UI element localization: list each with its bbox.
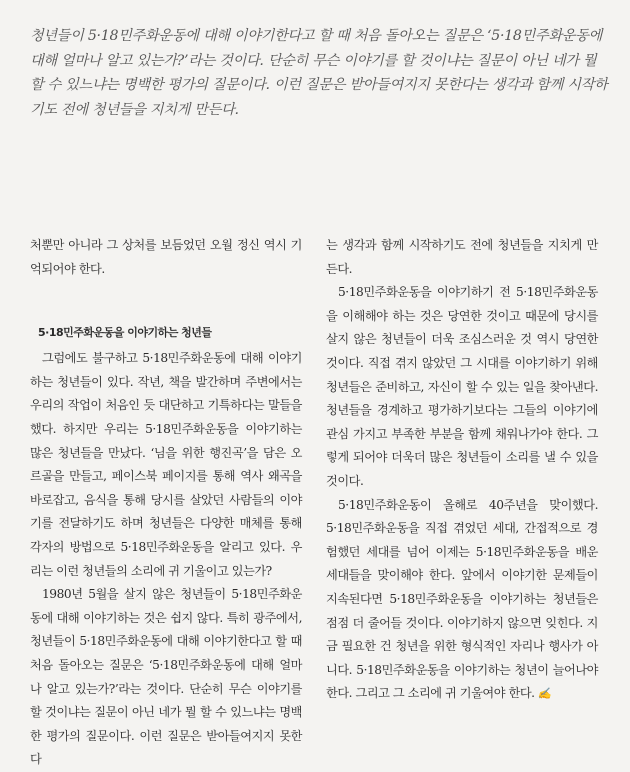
article-column-left — [30, 234, 302, 772]
article-column-right — [326, 234, 598, 706]
paragraph-text: 5·18민주화운동이 올해로 40주년을 맞이했다. 5·18민주화운동을 직접 겪었던 세대, 간접적으로 경험했던 세대를 넘어 이제는 5·18민주화운동을 배운 세대들을 맞이해야 한다. 앞에서 이야기한 문제들이 지속된다면 5·18민주화운동을 이야기하는 청년들은 점점 더 줄어들 것이다. 이야기하지 않으면 잊힌다. 지금 필요한 건 청년을 위한 형식적인 자리나 행사가 아니다. 5·18민주화운동을 이야기하는 청년이 늘어나야 한다. 그리고 그 소리에 귀 기울여야 한다. — [326, 497, 598, 701]
paragraph: 는 생각과 함께 시작하기도 전에 청년들을 지치게 만든다. — [326, 238, 598, 276]
end-mark-icon: ✍ — [537, 687, 551, 701]
paragraph: 5·18민주화운동을 이야기하기 전 5·18민주화운동을 이해해야 하는 것은 당연한 것이고 때문에 당시를 살지 않은 청년들이 더욱 조심스러운 것 역시 당연한 것이다. 직접 겪지 않았던 그 시대를 이야기하기 위해 청년들은 준비하고, 자신이 할 수 있는 일을 찾아낸다. 청년들을 경계하고 평가하기보다는 그들의 이야기에 관심 가지고 부족한 부분을 함께 채워나가야 한다. 그렇게 되어야 더욱더 많은 청년들이 소리를 낼 수 있을 것이다. — [326, 285, 598, 488]
paragraph: 처뿐만 아니라 그 상처를 보듬었던 오월 정신 역시 기억되어야 한다. — [30, 238, 302, 276]
paragraph: 그럼에도 불구하고 5·18민주화운동에 대해 이야기하는 청년들이 있다. 작년, 책을 발간하며 주변에서는 우리의 작업이 처음인 듯 대단하고 기특하다는 말들을 했다. 하지만 우리는 5·18민주화운동을 이야기하는 많은 청년들을 만났다. ‘님을 위한 행진곡’을 담은 오르골을 만들고, 페이스북 페이지를 통해 역사 왜곡을 바로잡고, 음식을 통해 당시를 살았던 사람들의 이야기를 전달하기도 하며 청년들은 다양한 매체를 통해 각자의 방법으로 5·18민주화운동을 알리고 있다. 우리는 이런 청년들의 소리에 귀 기울이고 있는가? — [30, 351, 302, 578]
paragraph-final — [326, 494, 598, 706]
paragraph: 1980년 5월을 살지 않은 청년들이 5·18민주화운동에 대해 이야기하는 것은 쉽지 않다. 특히 광주에서, 청년들이 5·18민주화운동에 대해 이야기한다고 할 때 처음 돌아오는 질문은 ‘5·18민주화운동에 대해 얼마나 알고 있는가?’라는 것이다. 단순히 무슨 이야기를 할 것이냐는 질문이 아닌 네가 뭘 할 수 있느냐는 명백한 평가의 질문이다. 이런 질문은 받아들여지지 못한다 — [30, 587, 302, 767]
pull-quote: 청년들이 5·18민주화운동에 대해 이야기한다고 할 때 처음 돌아오는 질문은 ‘5·18민주화운동에 대해 얼마나 알고 있는가?’라는 것이다. 단순히 무슨 이야기를 할 것이냐는 질문이 아닌 네가 뭘 할 수 있느냐는 명백한 평가의 질문이다. 이런 질문은 받아들여지지 못한다는 생각과 함께 시작하기도 전에 청년들을 지치게 만든다. — [30, 28, 608, 118]
section-subheading: 5·18민주화운동을 이야기하는 청년들 — [38, 326, 212, 340]
